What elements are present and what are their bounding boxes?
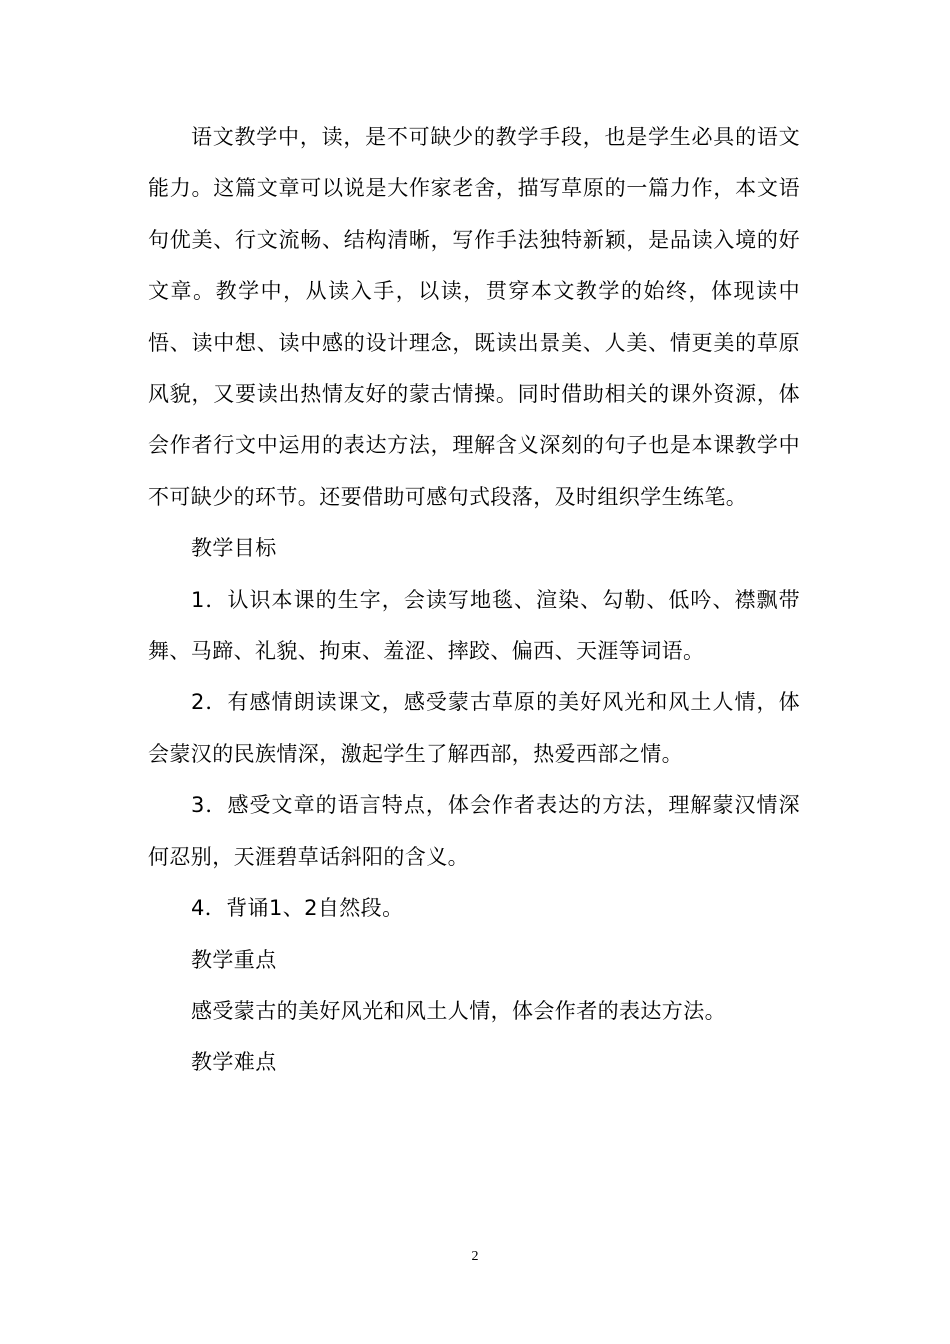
section-heading-key-points: 教学重点: [191, 947, 277, 972]
goal-item-3: 3．感受文章的语言特点，体会作者表达的方法，理解蒙汉情深何忍别，天涯碧草话斜阳的含义。: [148, 793, 800, 869]
section-heading-difficulties: 教学难点: [191, 1050, 277, 1075]
goal-item-4: 4．背诵1、2自然段。: [191, 896, 404, 921]
document-body: [148, 112, 800, 1089]
section-heading-teaching-goals: 教学目标: [191, 536, 277, 561]
page-number: 2: [471, 1249, 479, 1264]
goal-item-2: 2．有感情朗读课文，感受蒙古草原的美好风光和风土人情，体会蒙汉的民族情深，激起学生了解西部，热爱西部之情。: [148, 690, 800, 766]
intro-paragraph: 语文教学中，读，是不可缺少的教学手段，也是学生必具的语文能力。这篇文章可以说是大作家老舍，描写草原的一篇力作，本文语句优美、行文流畅、结构清晰，写作手法独特新颖，是品读入境的好文章。教学中，从读入手，以读，贯穿本文教学的始终，体现读中悟、读中想、读中感的设计理念，既读出景美、人美、情更美的草原风貌，又要读出热情友好的蒙古情操。同时借助相关的课外资源，体会作者行文中运用的表达方法，理解含义深刻的句子也是本课教学中不可缺少的环节。还要借助可感句式段落，及时组织学生练笔。: [148, 125, 800, 509]
key-points-paragraph: 感受蒙古的美好风光和风土人情，体会作者的表达方法。: [191, 998, 726, 1023]
goal-item-1: 1．认识本课的生字，会读写地毯、渲染、勾勒、低吟、襟飘带舞、马蹄、礼貌、拘束、羞涩、摔跤、偏西、天涯等词语。: [148, 587, 800, 664]
